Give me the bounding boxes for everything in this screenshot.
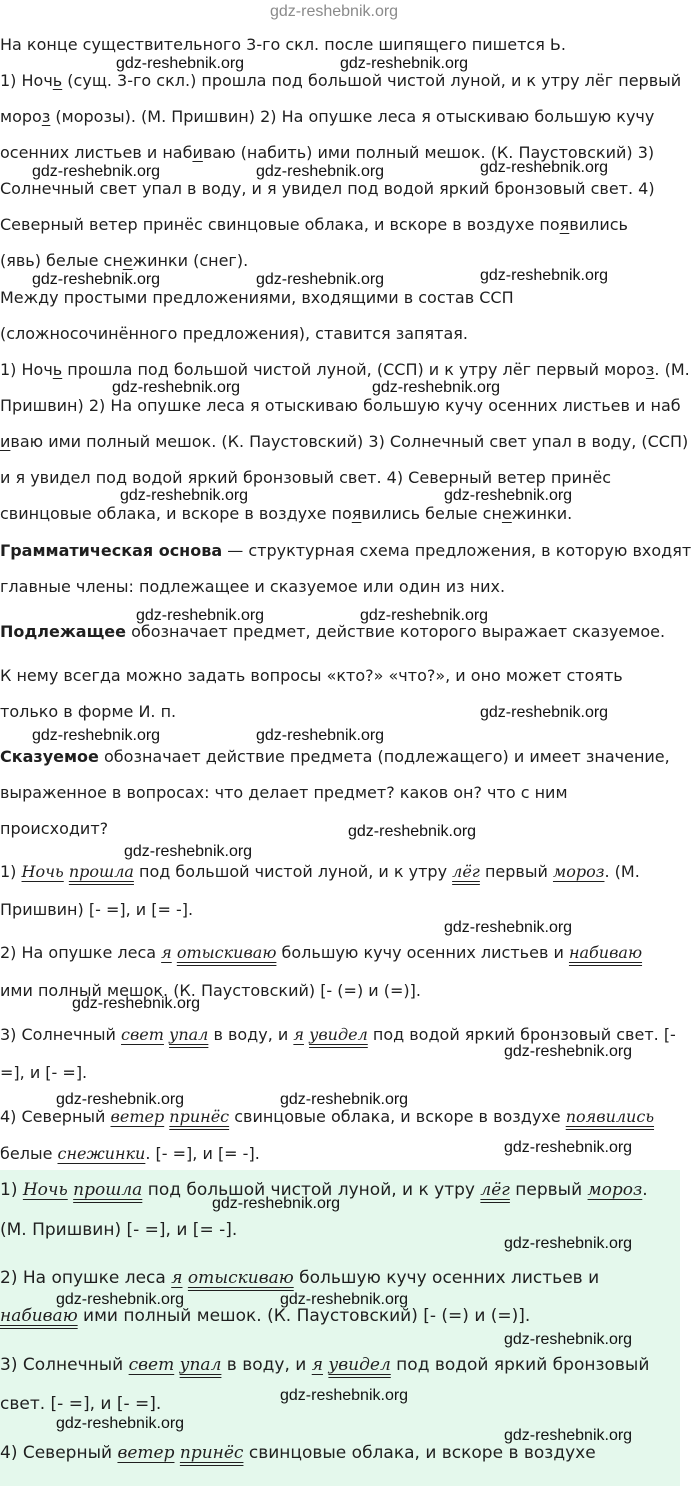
watermark: gdz-reshebnik.org bbox=[112, 379, 241, 396]
watermark: gdz-reshebnik.org bbox=[504, 1235, 633, 1252]
watermark: gdz-reshebnik.org bbox=[480, 267, 609, 284]
exercise-line: (явь) белые снежинки (снег). bbox=[0, 251, 249, 270]
answer-line: (М. Пришвин) [- =], и [= -]. bbox=[0, 1220, 238, 1240]
watermark: gdz-reshebnik.org bbox=[32, 271, 161, 288]
answer-line: Пришвин) [- =], и [= -]. bbox=[0, 900, 194, 919]
definition-line: Сказуемое обозначает действие предмета (подлежащего) и имеет значение, bbox=[0, 747, 670, 766]
definition-line: выраженное в вопросах: что делает предмет? каков он? что с ним bbox=[0, 783, 568, 802]
watermark: gdz-reshebnik.org bbox=[72, 995, 201, 1012]
answer-line: ими полный мешок. (К. Паустовский) [- (=) и (=)]. bbox=[0, 981, 421, 1000]
answer-line: 1) Ночь прошла под большой чистой луной, и к утру лёг первый мороз. bbox=[0, 1180, 648, 1200]
answer-line: 3) Солнечный свет упал в воду, и я увидел под водой яркий бронзовый свет. [- bbox=[0, 1025, 676, 1044]
rule-line: Между простыми предложениями, входящими в состав ССП bbox=[0, 288, 514, 307]
watermark: gdz-reshebnik.org bbox=[504, 1139, 633, 1156]
answer-line: набиваю ими полный мешок. (К. Паустовский) [- (=) и (=)]. bbox=[0, 1306, 531, 1326]
watermark: gdz-reshebnik.org bbox=[116, 55, 245, 72]
rule-text: На конце существительного 3-го скл. после шипящего пишется Ь. bbox=[0, 35, 566, 54]
watermark: gdz-reshebnik.org bbox=[136, 607, 265, 624]
answer-line: 4) Северный ветер принёс свинцовые облака, и вскоре в воздухе появились bbox=[0, 1107, 655, 1126]
exercise-line: 1) Ночь (сущ. 3-го скл.) прошла под большой чистой луной, и к утру лёг первый bbox=[0, 71, 682, 90]
answer-line: 2) На опушке леса я отыскиваю большую кучу осенних листьев и набиваю bbox=[0, 943, 643, 962]
watermark: gdz-reshebnik.org bbox=[480, 704, 609, 721]
exercise-line: иваю ими полный мешок. (К. Паустовский) 3) Солнечный свет упал в воду, (ССП) bbox=[0, 432, 689, 451]
definition-line: главные члены: подлежащее и сказуемое или один из них. bbox=[0, 577, 506, 596]
rule-line: (сложносочинённого предложения), ставится запятая. bbox=[0, 324, 468, 343]
watermark: gdz-reshebnik.org bbox=[256, 271, 385, 288]
exercise-line: мороз (морозы). (М. Пришвин) 2) На опушке леса я отыскиваю большую кучу bbox=[0, 107, 655, 126]
exercise-line: свинцовые облака, и вскоре в воздухе появились белые снежинки. bbox=[0, 504, 573, 523]
watermark: gdz-reshebnik.org bbox=[124, 843, 253, 860]
exercise-line: Пришвин) 2) На опушке леса я отыскиваю большую кучу осенних листьев и наб bbox=[0, 396, 681, 415]
answer-line: свет. [- =], и [- =]. bbox=[0, 1394, 162, 1414]
answer-line: 2) На опушке леса я отыскиваю большую кучу осенних листьев и bbox=[0, 1268, 600, 1288]
watermark: gdz-reshebnik.org bbox=[56, 1291, 185, 1308]
definition-line: только в форме И. п. bbox=[0, 702, 177, 721]
definition-line: Грамматическая основа — структурная схема предложения, в которую входят bbox=[0, 541, 691, 560]
watermark: gdz-reshebnik.org bbox=[56, 1415, 185, 1432]
definition-line: происходит? bbox=[0, 819, 109, 838]
term: Подлежащее bbox=[0, 622, 126, 641]
watermark: gdz-reshebnik.org bbox=[340, 55, 469, 72]
definition-line: Подлежащее обозначает предмет, действие которого выражает сказуемое. bbox=[0, 622, 666, 641]
exercise-line: 1) Ночь прошла под большой чистой луной, (ССП) и к утру лёг первый мороз. (М. bbox=[0, 360, 690, 379]
site-watermark-header: gdz-reshebnik.org bbox=[270, 3, 399, 20]
exercise-line: Солнечный свет упал в воду, и я увидел под водой яркий бронзовый свет. 4) bbox=[0, 179, 655, 198]
watermark: gdz-reshebnik.org bbox=[444, 919, 573, 936]
watermark: gdz-reshebnik.org bbox=[32, 163, 161, 180]
watermark: gdz-reshebnik.org bbox=[280, 1387, 409, 1404]
watermark: gdz-reshebnik.org bbox=[348, 823, 477, 840]
term: Сказуемое bbox=[0, 747, 99, 766]
answer-line: белые снежинки. [- =], и [= -]. bbox=[0, 1144, 260, 1163]
exercise-line: Северный ветер принёс свинцовые облака, и вскоре в воздухе появились bbox=[0, 215, 628, 234]
watermark: gdz-reshebnik.org bbox=[444, 487, 573, 504]
exercise-line: осенних листьев и набиваю (набить) ими полный мешок. (К. Паустовский) 3) bbox=[0, 143, 655, 162]
watermark: gdz-reshebnik.org bbox=[56, 1091, 185, 1108]
watermark: gdz-reshebnik.org bbox=[504, 1427, 633, 1444]
definition-line: К нему всегда можно задать вопросы «кто?» «что?», и оно может стоять bbox=[0, 666, 623, 685]
exercise-line: и я увидел под водой яркий бронзовый свет. 4) Северный ветер принёс bbox=[0, 468, 611, 487]
answer-line: =], и [- =]. bbox=[0, 1063, 88, 1082]
watermark: gdz-reshebnik.org bbox=[280, 1291, 409, 1308]
watermark: gdz-reshebnik.org bbox=[504, 1043, 633, 1060]
watermark: gdz-reshebnik.org bbox=[480, 159, 609, 176]
term: Грамматическая основа bbox=[0, 541, 223, 560]
watermark: gdz-reshebnik.org bbox=[280, 1091, 409, 1108]
watermark: gdz-reshebnik.org bbox=[504, 1331, 633, 1348]
watermark: gdz-reshebnik.org bbox=[120, 487, 249, 504]
watermark: gdz-reshebnik.org bbox=[256, 727, 385, 744]
watermark: gdz-reshebnik.org bbox=[212, 1195, 341, 1212]
watermark: gdz-reshebnik.org bbox=[32, 727, 161, 744]
watermark: gdz-reshebnik.org bbox=[360, 607, 489, 624]
answer-line: 4) Северный ветер принёс свинцовые облака, и вскоре в воздухе bbox=[0, 1443, 596, 1463]
answer-line: 3) Солнечный свет упал в воду, и я увидел под водой яркий бронзовый bbox=[0, 1355, 650, 1375]
watermark: gdz-reshebnik.org bbox=[256, 163, 385, 180]
watermark: gdz-reshebnik.org bbox=[372, 379, 501, 396]
answer-line: 1) Ночь прошла под большой чистой луной, и к утру лёг первый мороз. (М. bbox=[0, 862, 640, 881]
